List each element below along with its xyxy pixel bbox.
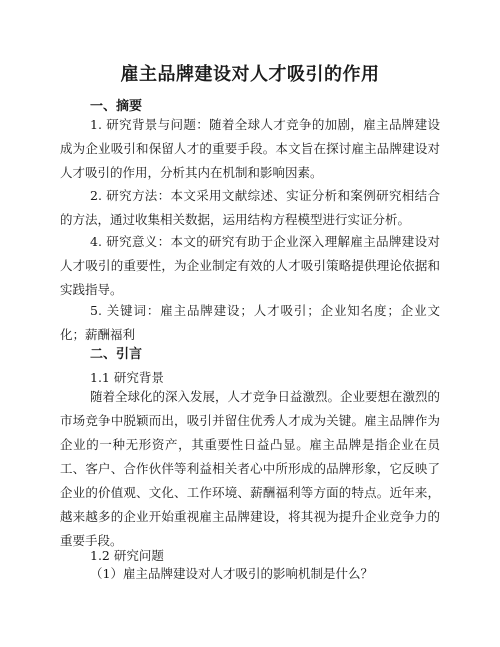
abstract-item-2: 2. 研究方法：本文采用文献综述、实证分析和案例研究相结合的方法，通过收集相关数据，运用结构方程模型进行实证分析。 xyxy=(60,188,440,227)
subsection-1-2: 1.2 研究问题 xyxy=(90,548,164,563)
abstract-item-1: 1. 研究背景与问题：随着全球人才竞争的加剧，雇主品牌建设成为企业吸引和保留人才的重要手段。本文旨在探讨雇主品牌建设对人才吸引的作用，分析其内在机制和影响因素。 xyxy=(60,117,440,180)
abstract-item-5: 5. 关键词：雇主品牌建设；人才吸引；企业知名度；企业文化；薪酬福利 xyxy=(60,303,440,342)
document-title: 雇主品牌建设对人才吸引的作用 xyxy=(120,64,380,85)
research-question-1: （1）雇主品牌建设对人才吸引的影响机制是什么？ xyxy=(90,566,373,581)
intro-heading: 二、引言 xyxy=(90,347,143,362)
subsection-1-1: 1.1 研究背景 xyxy=(90,370,164,385)
abstract-item-4: 4. 研究意义：本文的研究有助于企业深入理解雇主品牌建设对人才吸引的重要性，为企业制定有效的人才吸引策略提供理论依据和实践指导。 xyxy=(60,234,440,297)
abstract-heading: 一、摘要 xyxy=(90,99,143,114)
intro-paragraph: 随着全球化的深入发展，人才竞争日益激烈。企业要想在激烈的市场竞争中脱颖而出，吸引并留住优秀人才成为关键。雇主品牌作为企业的一种无形资产，其重要性日益凸显。雇主品牌是指企业在员工、客户、合作伙伴等利益相关者心中所形成的品牌形象，它反映了企业的价值观、文化、工作环境、薪酬福利等方面的特点。近年来，越来越多的企业开始重视雇主品牌建设，将其视为提升企业竞争力的重要手段。 xyxy=(60,389,441,548)
